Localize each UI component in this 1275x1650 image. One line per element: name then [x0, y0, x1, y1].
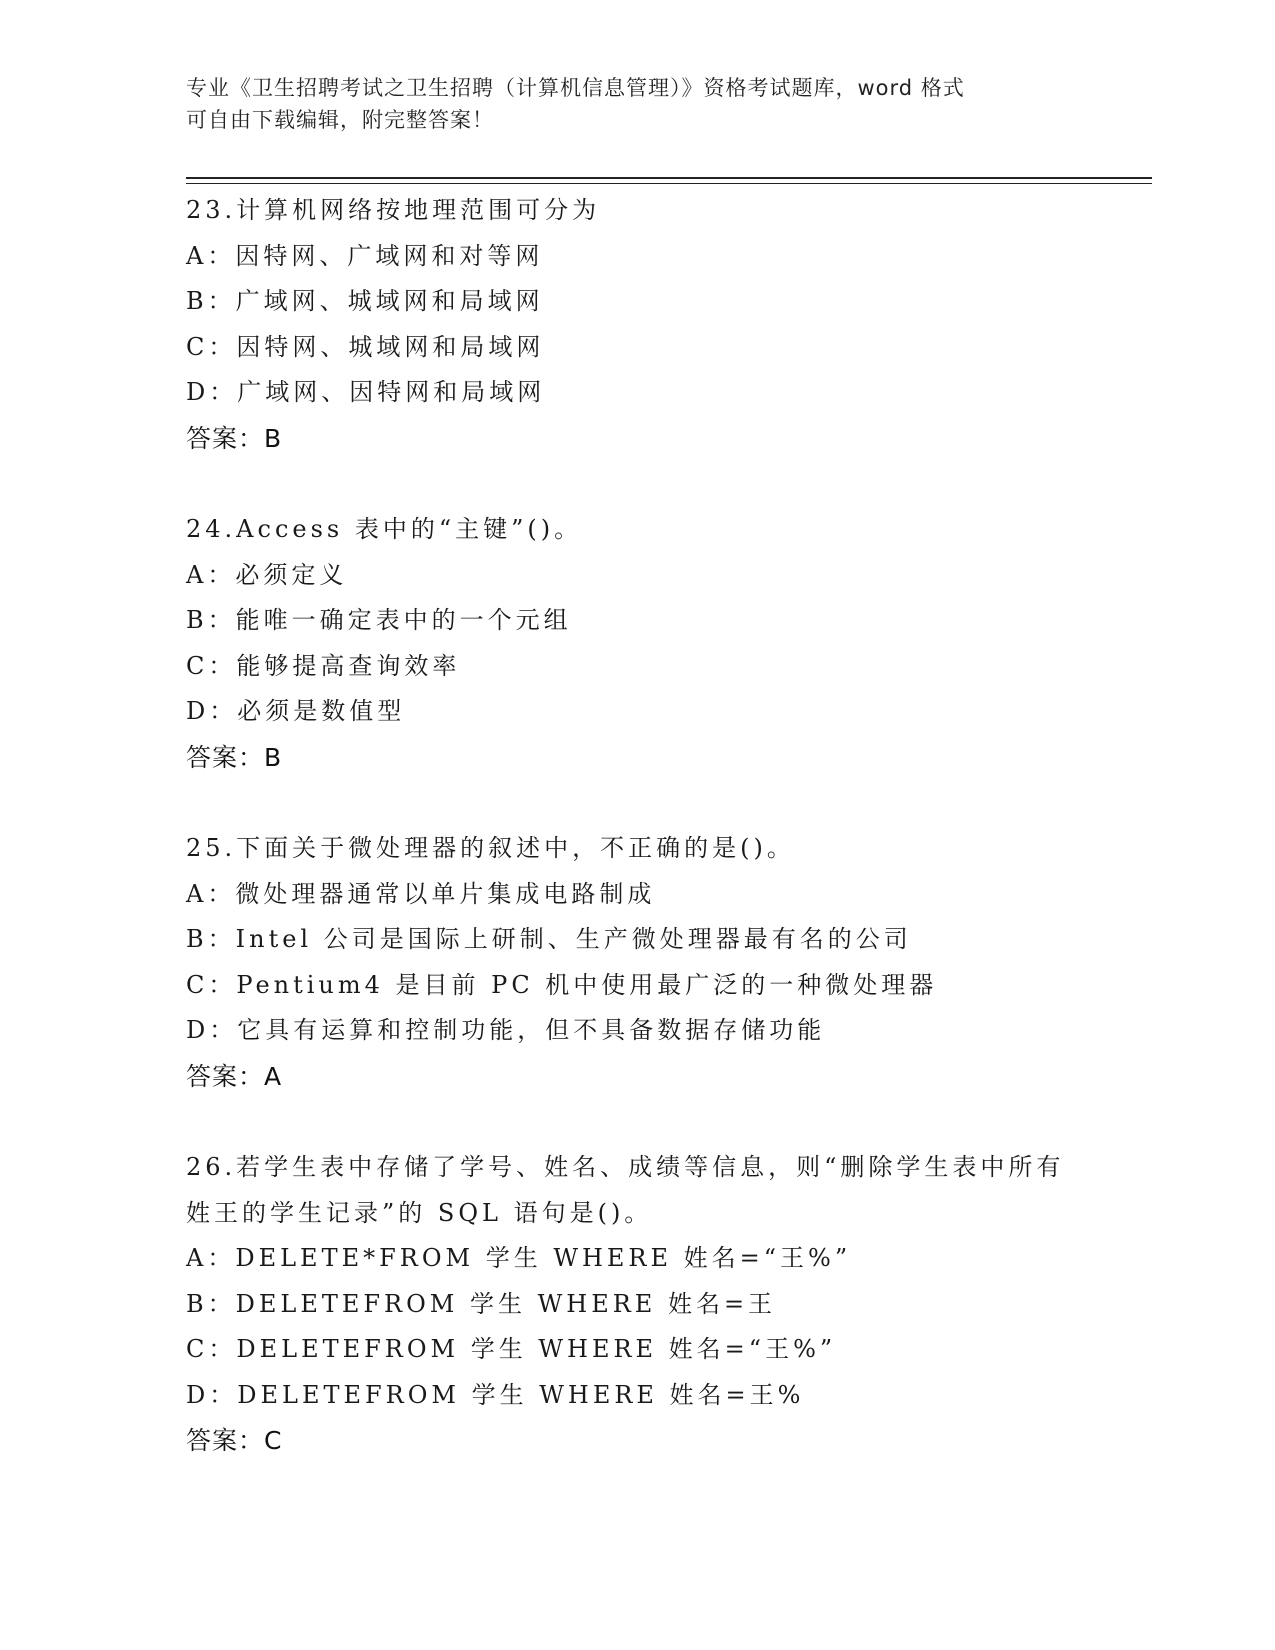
option-label: A： — [186, 879, 236, 908]
document-header — [186, 72, 1086, 136]
option-label: B： — [186, 925, 236, 953]
option-text: Intel 公司是国际上研制、生产微处理器最有名的公司 — [235, 925, 912, 953]
question-list — [186, 188, 1136, 1510]
option-label: B： — [186, 1289, 236, 1318]
option-d — [186, 1008, 1136, 1054]
answer-line: 答案：C — [186, 1426, 283, 1455]
option-label: C： — [186, 332, 237, 361]
option-label: D： — [186, 1380, 238, 1409]
option-label: A： — [186, 1244, 236, 1272]
option-a — [186, 234, 1136, 280]
question-24 — [186, 507, 1136, 780]
option-d — [186, 1373, 1136, 1419]
option-a — [186, 553, 1136, 599]
answer-line: 答案：B — [186, 742, 283, 772]
option-label: C： — [186, 970, 237, 999]
option-text: DELETEFROM 学生 WHERE 姓名=“王%” — [236, 1335, 837, 1363]
answer-line: 答案：A — [186, 1061, 283, 1091]
option-b — [186, 598, 1136, 644]
option-label: D： — [186, 1016, 238, 1044]
option-text: Pentium4 是目前 PC 机中使用最广泛的一种微处理器 — [236, 970, 938, 999]
option-text: 微处理器通常以单片集成电路制成 — [235, 879, 656, 908]
option-label: A： — [186, 241, 236, 270]
option-d — [186, 370, 1136, 416]
option-b — [186, 1282, 1136, 1328]
option-label: A： — [186, 560, 236, 589]
option-text: 广域网、城域网和局域网 — [235, 287, 544, 315]
header-line-1: 专业《卫生招聘考试之卫生招聘（计算机信息管理）》资格考试题库，word 格式 — [186, 76, 965, 100]
option-label: C： — [186, 1335, 237, 1363]
option-b — [186, 917, 1136, 963]
option-c — [186, 963, 1136, 1009]
option-label: C： — [186, 651, 237, 680]
option-c — [186, 325, 1136, 371]
option-text: 它具有运算和控制功能，但不具备数据存储功能 — [237, 1016, 826, 1044]
question-23 — [186, 188, 1136, 461]
option-text: DELETEFROM 学生 WHERE 姓名=王 — [235, 1289, 777, 1318]
option-text: 能唯一确定表中的一个元组 — [235, 606, 572, 634]
option-label: D： — [186, 378, 238, 406]
header-divider-thin — [186, 183, 1152, 184]
header-line-2: 可自由下载编辑，附完整答案！ — [186, 108, 494, 132]
question-25 — [186, 826, 1136, 1099]
option-c — [186, 1327, 1136, 1373]
option-a — [186, 872, 1136, 918]
header-divider-thick — [186, 177, 1152, 179]
option-text: 必须定义 — [235, 560, 348, 589]
option-text: 广域网、因特网和局域网 — [237, 378, 546, 406]
option-text: 因特网、广域网和对等网 — [235, 241, 544, 270]
option-label: B： — [186, 287, 236, 315]
question-stem: 26.若学生表中存储了学号、姓名、成绩等信息，则“删除学生表中所有姓王的学生记录”的 SQL 语句是()。 — [186, 1153, 1065, 1227]
option-b — [186, 279, 1136, 325]
question-stem: 25.下面关于微处理器的叙述中，不正确的是()。 — [186, 834, 795, 862]
option-text: DELETE*FROM 学生 WHERE 姓名=“王%” — [235, 1244, 852, 1272]
option-c — [186, 644, 1136, 690]
option-label: D： — [186, 697, 238, 725]
option-a — [186, 1236, 1136, 1282]
option-text: 能够提高查询效率 — [236, 651, 461, 680]
question-26 — [186, 1145, 1136, 1464]
option-text: 必须是数值型 — [237, 697, 406, 725]
answer-line: 答案：B — [186, 423, 283, 453]
option-text: 因特网、城域网和局域网 — [236, 332, 545, 361]
option-text: DELETEFROM 学生 WHERE 姓名=王% — [237, 1380, 805, 1409]
option-label: B： — [186, 606, 236, 634]
option-d — [186, 689, 1136, 735]
question-stem: 24.Access 表中的“主键”()。 — [186, 515, 583, 543]
question-stem: 23.计算机网络按地理范围可分为 — [186, 196, 601, 224]
